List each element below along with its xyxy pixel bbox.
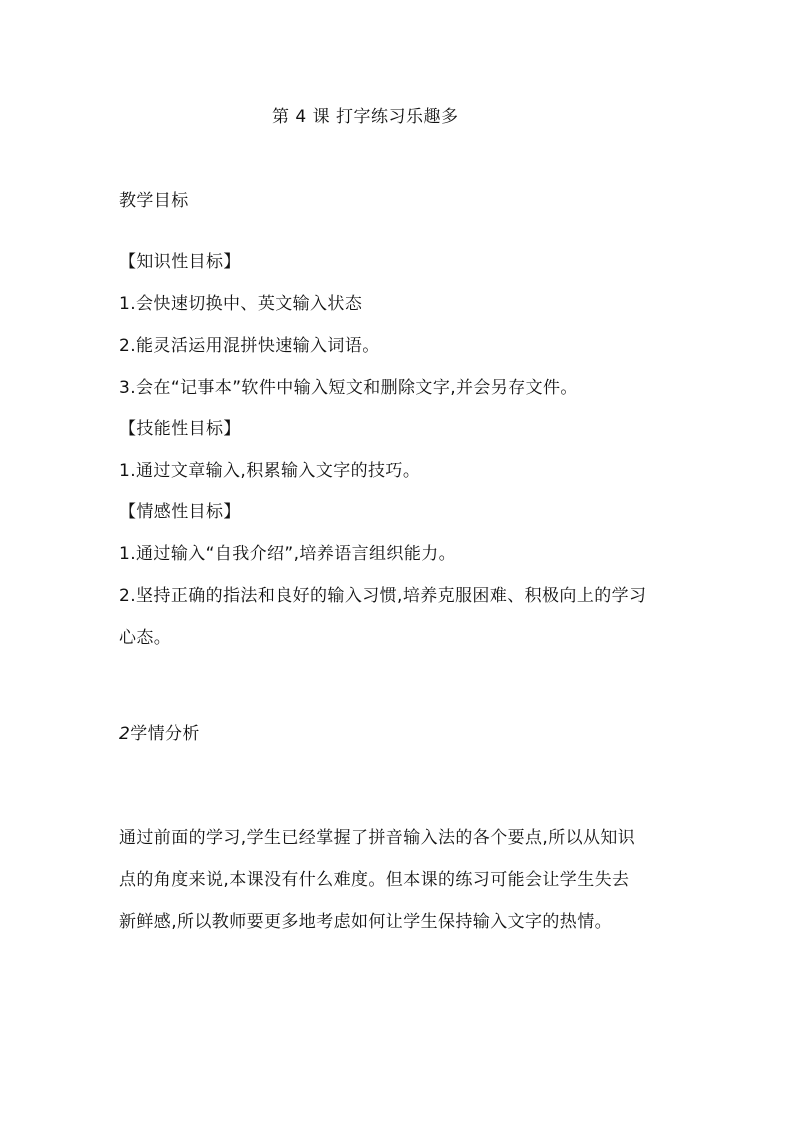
analysis-paragraph-line: 点的角度来说,本课没有什么难度。但本课的练习可能会让学生失去 [119,870,630,890]
emotion-goals-heading: 【情感性目标】 [119,502,241,522]
knowledge-goal-item: 3.会在“记事本”软件中输入短文和删除文字,并会另存文件。 [119,378,578,398]
emotion-goal-item: 2.坚持正确的指法和良好的输入习惯,培养克服困难、积极向上的学习 [119,586,647,606]
knowledge-goals-heading: 【知识性目标】 [119,252,241,272]
knowledge-goal-item: 2.能灵活运用混拼快速输入词语。 [119,336,380,356]
analysis-paragraph-line: 通过前面的学习,学生已经掌握了拼音输入法的各个要点,所以从知识 [119,828,636,848]
skill-goal-item: 1.通过文章输入,积累输入文字的技巧。 [119,461,421,481]
document-title: 第 4 课 打字练习乐趣多 [272,107,459,127]
skill-goals-heading: 【技能性目标】 [119,419,241,439]
section-heading-teaching-goals: 教学目标 [119,191,189,211]
analysis-paragraph-line: 新鲜感,所以教师要更多地考虑如何让学生保持输入文字的热情。 [119,912,613,932]
emotion-goal-item: 1.通过输入“自我介绍”,培养语言组织能力。 [119,544,457,564]
emotion-goal-item-continued: 心态。 [119,628,172,648]
section-heading-student-analysis [119,723,200,745]
knowledge-goal-item: 1.会快速切换中、英文输入状态 [119,294,363,314]
section-title: 学情分析 [130,724,200,744]
section-number: 2 [119,724,131,744]
